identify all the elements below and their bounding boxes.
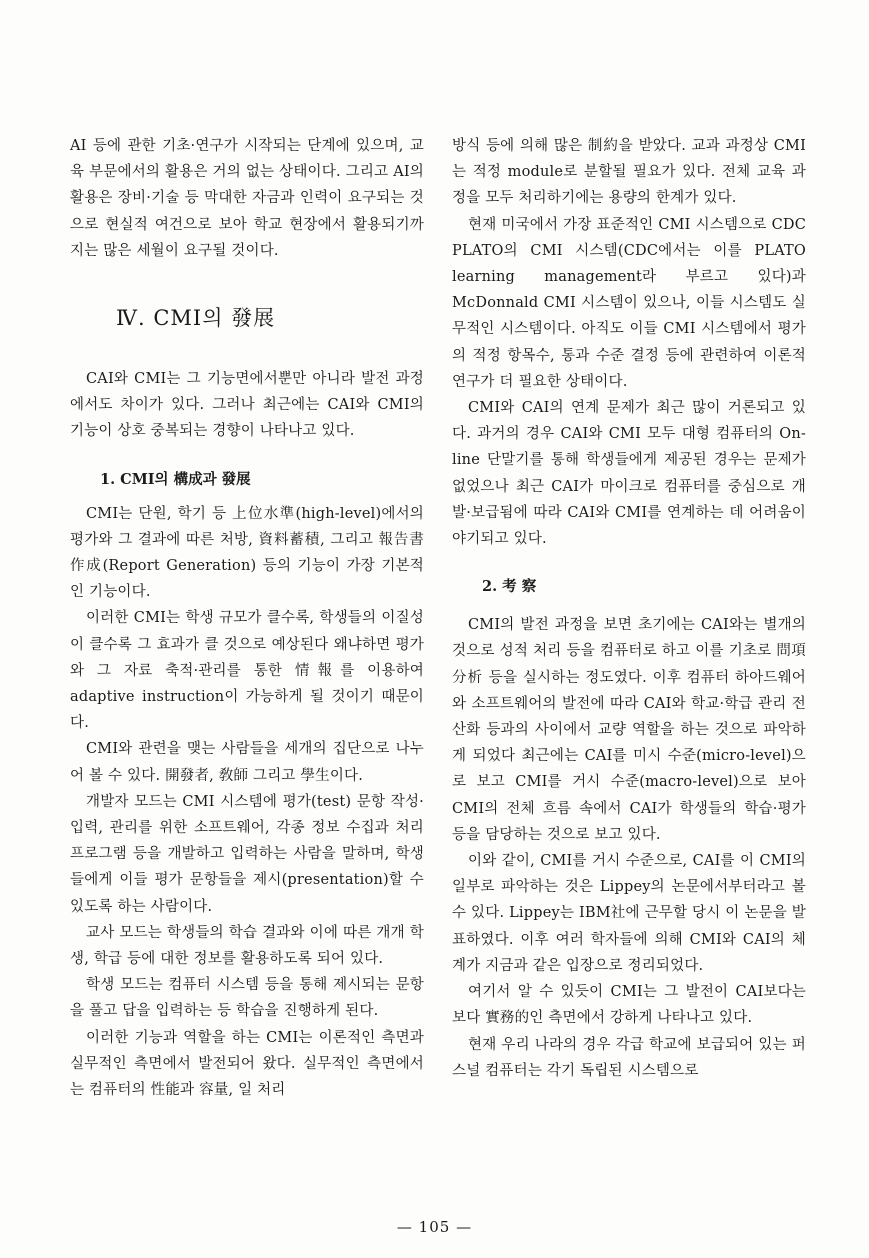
section-heading: 2. 考 察 xyxy=(482,578,537,596)
paragraph: CMI의 발전 과정을 보면 초기에는 CAI와는 별개의 것으로 성적 처리 등을 컴퓨터로 하고 이를 기초로 問項分析 등을 실시하는 정도였다. 이후 컴퓨터 하아드웨어와 소프트웨어의 발전에 따라 CAI와 학교·학급 관리 전산화 등과의 사이에서 교량 역할을 하는 것으로 파악하게 되었다 최근에는 CAI를 미시 수준(micro-level)으로 보고 CMI를 거시 수준(macro-level)으로 보아 CMI의 전체 흐름 속에서 CAI가 학생들의 학습·평가 등을 담당하는 것으로 보고 있다. xyxy=(452,617,806,843)
paragraph: 이와 같이, CMI를 거시 수준으로, CAI를 이 CMI의 일부로 파악하는 것은 Lippey의 논문에서부터라고 볼 수 있다. Lippey는 IBM社에 근무할 당시 이 논문을 발표하였다. 이후 여러 학자들에 의해 CMI와 CAI의 체계가 지금과 같은 입장으로 정리되었다. xyxy=(452,853,806,974)
paragraph: 여기서 알 수 있듯이 CMI는 그 발전이 CAI보다는 보다 實務的인 측면에서 강하게 나타나고 있다. xyxy=(452,984,806,1027)
paragraph: CAI와 CMI는 그 기능면에서뿐만 아니라 발전 과정에서도 차이가 있다. 그러나 최근에는 CAI와 CMI의 기능이 상호 중복되는 경향이 나타나고 있다. xyxy=(70,371,424,440)
paragraph: 이러한 기능과 역할을 하는 CMI는 이론적인 측면과 실무적인 측면에서 발전되어 왔다. 실무적인 측면에서는 컴퓨터의 性能과 容量, 일 처리 xyxy=(70,1029,424,1099)
section-heading: 1. CMI의 構成과 發展 xyxy=(100,470,251,488)
chapter-heading: Ⅳ. CMI의 發展 xyxy=(116,306,276,331)
paragraph: 방식 등에 의해 많은 制約을 받았다. 교과 과정상 CMI는 적정 module로 분할될 필요가 있다. 전체 교육 과정을 모두 처리하기에는 용량의 한계가 있다. xyxy=(452,138,806,207)
right-column xyxy=(452,133,806,1084)
left-column xyxy=(70,133,424,1103)
page-number: — 105 — xyxy=(396,1218,473,1236)
paragraph: CMI와 관련을 맺는 사람들을 세개의 집단으로 나누어 볼 수 있다. 開發者, 敎師 그리고 學生이다. xyxy=(70,741,424,784)
paragraph: 학생 모드는 컴퓨터 시스템 등을 통해 제시되는 문항을 풀고 답을 입력하는 등 학습을 진행하게 된다. xyxy=(70,977,424,1020)
paragraph: AI 등에 관한 기초·연구가 시작되는 단계에 있으며, 교육 부문에서의 활용은 거의 없는 상태이다. 그리고 AI의 활용은 장비·기술 등 막대한 자금과 인력이 요구되는 것으로 현실적 여건으로 보아 학교 현장에서 활용되기까지는 많은 세월이 요구될 것이다. xyxy=(70,138,424,259)
paragraph: 개발자 모드는 CMI 시스템에 평가(test) 문항 작성·입력, 관리를 위한 소프트웨어, 각종 정보 수집과 처리 프로그램 등을 개발하고 입력하는 사람을 말하며, 학생들에게 이들 평가 문항들을 제시(presentation)할 수 있도록 하는 사람이다. xyxy=(70,793,424,915)
paragraph: CMI와 CAI의 연계 문제가 최근 많이 거론되고 있다. 과거의 경우 CAI와 CMI 모두 대형 컴퓨터의 On-line 단말기를 통해 학생들에게 제공된 경우는 문제가 없었으나 최근 CAI가 마이크로 컴퓨터를 중심으로 개발·보급됨에 따라 CAI와 CMI를 연계하는 데 어려움이 야기되고 있다. xyxy=(452,400,806,548)
paragraph: CMI는 단원, 학기 등 上位水準(high-level)에서의 평가와 그 결과에 따른 처방, 資料蓄積, 그리고 報告書作成(Report Generation) 등의 기능이 가장 기본적인 기능이다. xyxy=(70,505,424,601)
paragraph: 현재 미국에서 가장 표준적인 CMI 시스템으로 CDC PLATO의 CMI 시스템(CDC에서는 이를 PLATO learning management라 부르고 있다)과 McDonnald CMI 시스템이 있으나, 이들 시스템도 실무적인 시스템이다. 아직도 이들 CMI 시스템에서 평가의 적정 항목수, 통과 수준 결정 등에 관련하여 이론적 연구가 더 필요한 상태이다. xyxy=(452,216,806,390)
paragraph: 교사 모드는 학생들의 학습 결과와 이에 따른 개개 학생, 학급 등에 대한 정보를 활용하도록 되어 있다. xyxy=(70,924,424,968)
paragraph: 이러한 CMI는 학생 규모가 클수록, 학생들의 이질성이 클수록 그 효과가 클 것으로 예상된다 왜냐하면 평가와 그 자료 축적·관리를 통한 情報를 이용하여 adaptive instruction이 가능하게 될 것이기 때문이다. xyxy=(70,610,424,732)
paragraph: 현재 우리 나라의 경우 각급 학교에 보급되어 있는 퍼스널 컴퓨터는 각기 독립된 시스템으로 xyxy=(452,1036,806,1079)
